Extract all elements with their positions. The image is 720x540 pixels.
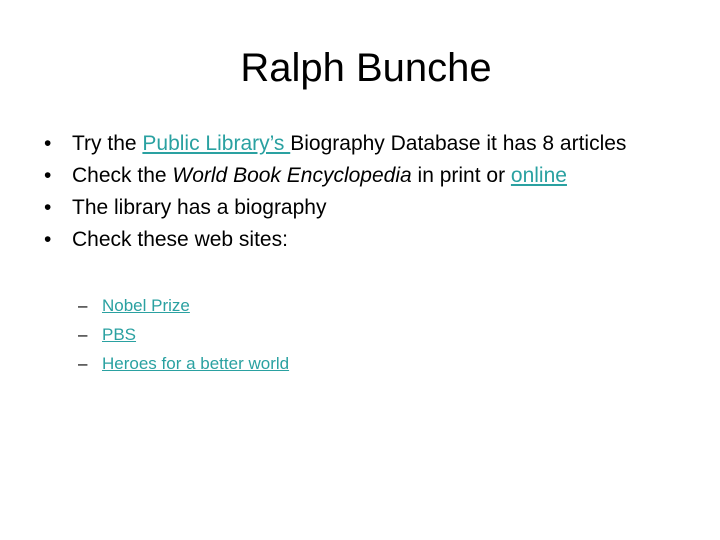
bullet-text-prefix: Try the bbox=[72, 132, 143, 155]
web-site-item bbox=[78, 353, 289, 375]
bullet-item-world-book bbox=[44, 163, 664, 189]
bullet-text-suffix: Biography Database it has 8 articles bbox=[290, 132, 627, 155]
dash-icon: – bbox=[78, 296, 88, 315]
bullet-item-library bbox=[44, 131, 664, 157]
dash-icon: – bbox=[78, 354, 88, 373]
bullet-list bbox=[44, 131, 664, 259]
web-site-item bbox=[78, 295, 289, 317]
bullet-icon: • bbox=[44, 164, 52, 187]
world-book-title: World Book Encyclopedia bbox=[172, 164, 412, 187]
bullet-icon: • bbox=[44, 228, 52, 251]
web-site-item bbox=[78, 324, 289, 346]
dash-icon: – bbox=[78, 325, 88, 344]
bullet-icon: • bbox=[44, 196, 52, 219]
public-library-link[interactable]: Public Library’s bbox=[142, 132, 291, 155]
web-sites-list bbox=[78, 295, 289, 382]
heroes-link[interactable]: Heroes for a better world bbox=[102, 354, 290, 373]
bullet-text-prefix: Check the bbox=[72, 164, 173, 187]
bullet-icon: • bbox=[44, 132, 52, 155]
bullet-text-middle: in print or bbox=[411, 164, 511, 187]
nobel-prize-link[interactable]: Nobel Prize bbox=[102, 296, 190, 315]
bullet-text: Check these web sites: bbox=[72, 228, 288, 251]
slide-title: Ralph Bunche bbox=[240, 46, 492, 90]
bullet-item-web-sites bbox=[44, 227, 664, 253]
bullet-item-biography bbox=[44, 195, 664, 221]
online-link[interactable]: online bbox=[510, 164, 567, 187]
pbs-link[interactable]: PBS bbox=[102, 325, 137, 344]
bullet-text: The library has a biography bbox=[72, 196, 327, 219]
